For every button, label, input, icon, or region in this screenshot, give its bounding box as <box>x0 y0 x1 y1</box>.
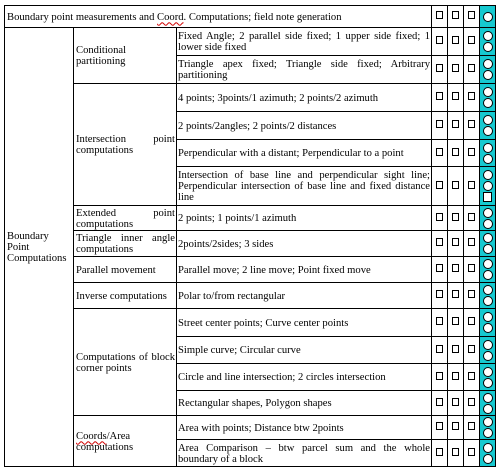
checkbox-icon[interactable] <box>452 448 459 456</box>
checkbox-icon[interactable] <box>452 398 459 406</box>
group-name-cell: Parallel movement <box>74 257 177 283</box>
checkbox-icon[interactable] <box>468 92 475 100</box>
check-cell[interactable] <box>448 337 464 364</box>
method-description-cell: Polar to/from rectangular <box>177 283 432 309</box>
radio-circle-icon[interactable] <box>483 259 493 269</box>
radio-circle-icon[interactable] <box>483 323 493 333</box>
radio-circle-icon[interactable] <box>483 219 493 229</box>
radio-circle-icon[interactable] <box>483 115 493 125</box>
check-cell[interactable] <box>432 6 448 28</box>
checkbox-icon[interactable] <box>452 238 459 246</box>
checkbox-icon[interactable] <box>452 181 459 189</box>
method-description-cell: Parallel move; 2 line move; Point fixed move <box>177 257 432 283</box>
option-cell[interactable] <box>480 167 496 206</box>
radio-circle-icon[interactable] <box>483 70 493 80</box>
checkbox-icon[interactable] <box>436 148 443 156</box>
check-cell[interactable] <box>448 167 464 206</box>
check-cell[interactable] <box>432 257 448 283</box>
method-description-cell: Circle and line intersection; 2 circles intersection <box>177 364 432 391</box>
check-cell[interactable] <box>464 283 480 309</box>
check-cell[interactable] <box>448 231 464 257</box>
check-cell[interactable] <box>464 84 480 112</box>
check-cell[interactable] <box>464 337 480 364</box>
radio-circle-icon[interactable] <box>483 244 493 254</box>
check-cell[interactable] <box>448 28 464 56</box>
check-cell[interactable] <box>448 364 464 391</box>
table-row <box>5 416 496 440</box>
checkbox-icon[interactable] <box>468 264 475 272</box>
checkbox-icon[interactable] <box>468 398 475 406</box>
header-row <box>5 6 496 28</box>
method-description-cell: 4 points; 3points/1 azimuth; 2 points/2 azimuth <box>177 84 432 112</box>
checkbox-icon[interactable] <box>436 448 443 456</box>
check-cell[interactable] <box>464 309 480 337</box>
check-cell[interactable] <box>448 440 464 467</box>
checkbox-icon[interactable] <box>468 213 475 221</box>
option-cell[interactable] <box>480 416 496 440</box>
check-cell[interactable] <box>464 391 480 416</box>
table-row <box>5 283 496 309</box>
option-cell[interactable] <box>480 56 496 84</box>
radio-circle-icon[interactable] <box>483 170 493 180</box>
checkbox-icon[interactable] <box>436 120 443 128</box>
method-description-cell: 2 points/2angles; 2 points/2 distances <box>177 112 432 140</box>
checkbox-icon[interactable] <box>436 238 443 246</box>
coord-misspelled-word: Coord <box>157 11 184 23</box>
option-cell[interactable] <box>480 337 496 364</box>
group-name-cell: Intersection point computations <box>74 84 177 206</box>
method-description-cell: Area with points; Distance btw 2points <box>177 416 432 440</box>
check-cell[interactable] <box>464 440 480 467</box>
radio-circle-icon[interactable] <box>483 42 493 52</box>
check-cell[interactable] <box>448 140 464 167</box>
radio-circle-icon[interactable] <box>483 233 493 243</box>
method-description-cell: Triangle apex fixed; Triangle side fixed; Arbitrary partitioning <box>177 56 432 84</box>
checkbox-icon[interactable] <box>452 92 459 100</box>
radio-circle-icon[interactable] <box>483 296 493 306</box>
check-cell[interactable] <box>464 231 480 257</box>
option-cell[interactable] <box>480 309 496 337</box>
checkbox-icon[interactable] <box>452 422 459 430</box>
check-cell[interactable] <box>464 257 480 283</box>
checkbox-icon[interactable] <box>436 64 443 72</box>
radio-circle-icon[interactable] <box>483 351 493 361</box>
checkbox-icon[interactable] <box>468 148 475 156</box>
check-cell[interactable] <box>464 140 480 167</box>
checkbox-icon[interactable] <box>436 92 443 100</box>
checkbox-icon[interactable] <box>436 213 443 221</box>
method-description-cell: Rectangular shapes, Polygon shapes <box>177 391 432 416</box>
method-description-cell: Intersection of base line and perpendicular sight line; Perpendicular intersection of base line and fixed distance line <box>177 167 432 206</box>
option-cell[interactable] <box>480 391 496 416</box>
radio-circle-icon[interactable] <box>483 98 493 108</box>
radio-circle-icon[interactable] <box>483 154 493 164</box>
check-cell[interactable] <box>432 231 448 257</box>
check-cell[interactable] <box>448 309 464 337</box>
checkbox-icon[interactable] <box>468 448 475 456</box>
method-description-cell: 2 points; 1 points/1 azimuth <box>177 206 432 231</box>
radio-circle-icon[interactable] <box>483 340 493 350</box>
table-row <box>5 28 496 56</box>
checkbox-icon[interactable] <box>468 120 475 128</box>
radio-circle-icon[interactable] <box>483 367 493 377</box>
method-description-cell: Street center points; Curve center points <box>177 309 432 337</box>
table-row <box>5 309 496 337</box>
group-name-cell: Computations of block corner points <box>74 309 177 416</box>
check-cell[interactable] <box>448 206 464 231</box>
check-cell[interactable] <box>448 257 464 283</box>
radio-circle-icon[interactable] <box>483 443 493 453</box>
checkbox-icon[interactable] <box>468 290 475 298</box>
check-cell[interactable] <box>432 112 448 140</box>
checkbox-icon[interactable] <box>452 290 459 298</box>
check-cell[interactable] <box>448 56 464 84</box>
checkbox-icon[interactable] <box>452 372 459 380</box>
check-cell[interactable] <box>432 84 448 112</box>
group-name-cell: Conditional partitioning <box>74 28 177 84</box>
radio-circle-icon[interactable] <box>483 143 493 153</box>
group-name-rest: /Area computations <box>76 430 134 453</box>
coords-misspelled-word: Coords <box>76 430 107 442</box>
check-cell[interactable] <box>432 440 448 467</box>
checkbox-icon[interactable] <box>452 120 459 128</box>
option-cell[interactable] <box>480 231 496 257</box>
group-name-cell: Triangle inner angle computations <box>74 231 177 257</box>
checkbox-icon[interactable] <box>436 317 443 325</box>
check-cell[interactable] <box>464 28 480 56</box>
header-title-post: . Computations; field note generation <box>183 11 342 23</box>
checkbox-icon[interactable] <box>436 264 443 272</box>
checkbox-icon[interactable] <box>452 11 459 19</box>
checkbox-icon[interactable] <box>468 181 475 189</box>
checkbox-icon[interactable] <box>436 345 443 353</box>
check-cell[interactable] <box>432 140 448 167</box>
check-cell[interactable] <box>464 416 480 440</box>
checkbox-icon[interactable] <box>436 290 443 298</box>
option-cell[interactable] <box>480 28 496 56</box>
check-cell[interactable] <box>432 206 448 231</box>
checkbox-icon[interactable] <box>436 36 443 44</box>
computation-checklist-table <box>4 5 496 467</box>
check-cell[interactable] <box>432 337 448 364</box>
radio-circle-icon[interactable] <box>483 126 493 136</box>
check-cell[interactable] <box>432 167 448 206</box>
method-description-cell: 2points/2sides; 3 sides <box>177 231 432 257</box>
checkbox-icon[interactable] <box>468 238 475 246</box>
checkbox-icon[interactable] <box>436 181 443 189</box>
check-cell[interactable] <box>432 364 448 391</box>
check-cell[interactable] <box>432 283 448 309</box>
method-description-cell: Perpendicular with a distant; Perpendicular to a point <box>177 140 432 167</box>
radio-circle-icon[interactable] <box>483 378 493 388</box>
check-cell[interactable] <box>448 112 464 140</box>
checkbox-icon[interactable] <box>452 264 459 272</box>
option-cell[interactable] <box>480 283 496 309</box>
table-row <box>5 231 496 257</box>
checkbox-icon[interactable] <box>436 11 443 19</box>
check-cell[interactable] <box>432 416 448 440</box>
header-title <box>5 6 432 28</box>
radio-circle-icon[interactable] <box>483 428 493 438</box>
check-cell[interactable] <box>464 112 480 140</box>
square-option-icon[interactable] <box>483 192 492 202</box>
check-cell[interactable] <box>464 364 480 391</box>
check-cell[interactable] <box>448 283 464 309</box>
header-title-pre: Boundary point measurements and <box>7 11 158 23</box>
option-cell[interactable] <box>480 364 496 391</box>
check-cell[interactable] <box>464 167 480 206</box>
check-cell[interactable] <box>432 56 448 84</box>
check-cell[interactable] <box>432 28 448 56</box>
option-cell[interactable] <box>480 6 496 28</box>
radio-circle-icon[interactable] <box>483 312 493 322</box>
group-name-cell: Extended point computations <box>74 206 177 231</box>
check-cell[interactable] <box>464 56 480 84</box>
radio-circle-icon[interactable] <box>483 404 493 414</box>
radio-circle-icon[interactable] <box>483 87 493 97</box>
checkbox-icon[interactable] <box>468 36 475 44</box>
method-description-cell: Fixed Angle; 2 parallel side fixed; 1 upper side fixed; 1 lower side fixed <box>177 28 432 56</box>
checkbox-icon[interactable] <box>468 422 475 430</box>
checkbox-icon[interactable] <box>468 317 475 325</box>
checkbox-icon[interactable] <box>452 36 459 44</box>
checkbox-icon[interactable] <box>452 345 459 353</box>
radio-circle-icon[interactable] <box>483 181 493 191</box>
check-cell[interactable] <box>464 6 480 28</box>
group-name-cell <box>74 416 177 467</box>
checkbox-icon[interactable] <box>468 372 475 380</box>
table-row <box>5 257 496 283</box>
radio-circle-icon[interactable] <box>483 454 493 464</box>
checkbox-icon[interactable] <box>452 317 459 325</box>
check-cell[interactable] <box>448 6 464 28</box>
check-cell[interactable] <box>448 391 464 416</box>
radio-circle-icon[interactable] <box>483 270 493 280</box>
checkbox-icon[interactable] <box>436 372 443 380</box>
method-description-cell: Simple curve; Circular curve <box>177 337 432 364</box>
radio-circle-icon[interactable] <box>483 12 493 22</box>
checkbox-icon[interactable] <box>452 148 459 156</box>
table-row <box>5 206 496 231</box>
check-cell[interactable] <box>432 309 448 337</box>
main-category-cell: Boundary Point Computations <box>5 28 74 467</box>
group-name-cell: Inverse computations <box>74 283 177 309</box>
radio-circle-icon[interactable] <box>483 59 493 69</box>
check-cell[interactable] <box>432 391 448 416</box>
table-row <box>5 84 496 112</box>
checkbox-icon[interactable] <box>468 64 475 72</box>
option-cell[interactable] <box>480 84 496 112</box>
checkbox-icon[interactable] <box>452 213 459 221</box>
radio-circle-icon[interactable] <box>483 285 493 295</box>
option-cell[interactable] <box>480 140 496 167</box>
checkbox-icon[interactable] <box>468 11 475 19</box>
option-cell[interactable] <box>480 206 496 231</box>
checkbox-icon[interactable] <box>452 64 459 72</box>
option-cell[interactable] <box>480 112 496 140</box>
checkbox-icon[interactable] <box>436 422 443 430</box>
radio-circle-icon[interactable] <box>483 417 493 427</box>
radio-circle-icon[interactable] <box>483 393 493 403</box>
radio-circle-icon[interactable] <box>483 208 493 218</box>
checkbox-icon[interactable] <box>436 398 443 406</box>
option-cell[interactable] <box>480 440 496 467</box>
check-cell[interactable] <box>464 206 480 231</box>
method-description-cell: Area Comparison – btw parcel sum and the whole boundary of a block <box>177 440 432 467</box>
radio-circle-icon[interactable] <box>483 31 493 41</box>
option-cell[interactable] <box>480 257 496 283</box>
check-cell[interactable] <box>448 84 464 112</box>
checkbox-icon[interactable] <box>468 345 475 353</box>
check-cell[interactable] <box>448 416 464 440</box>
